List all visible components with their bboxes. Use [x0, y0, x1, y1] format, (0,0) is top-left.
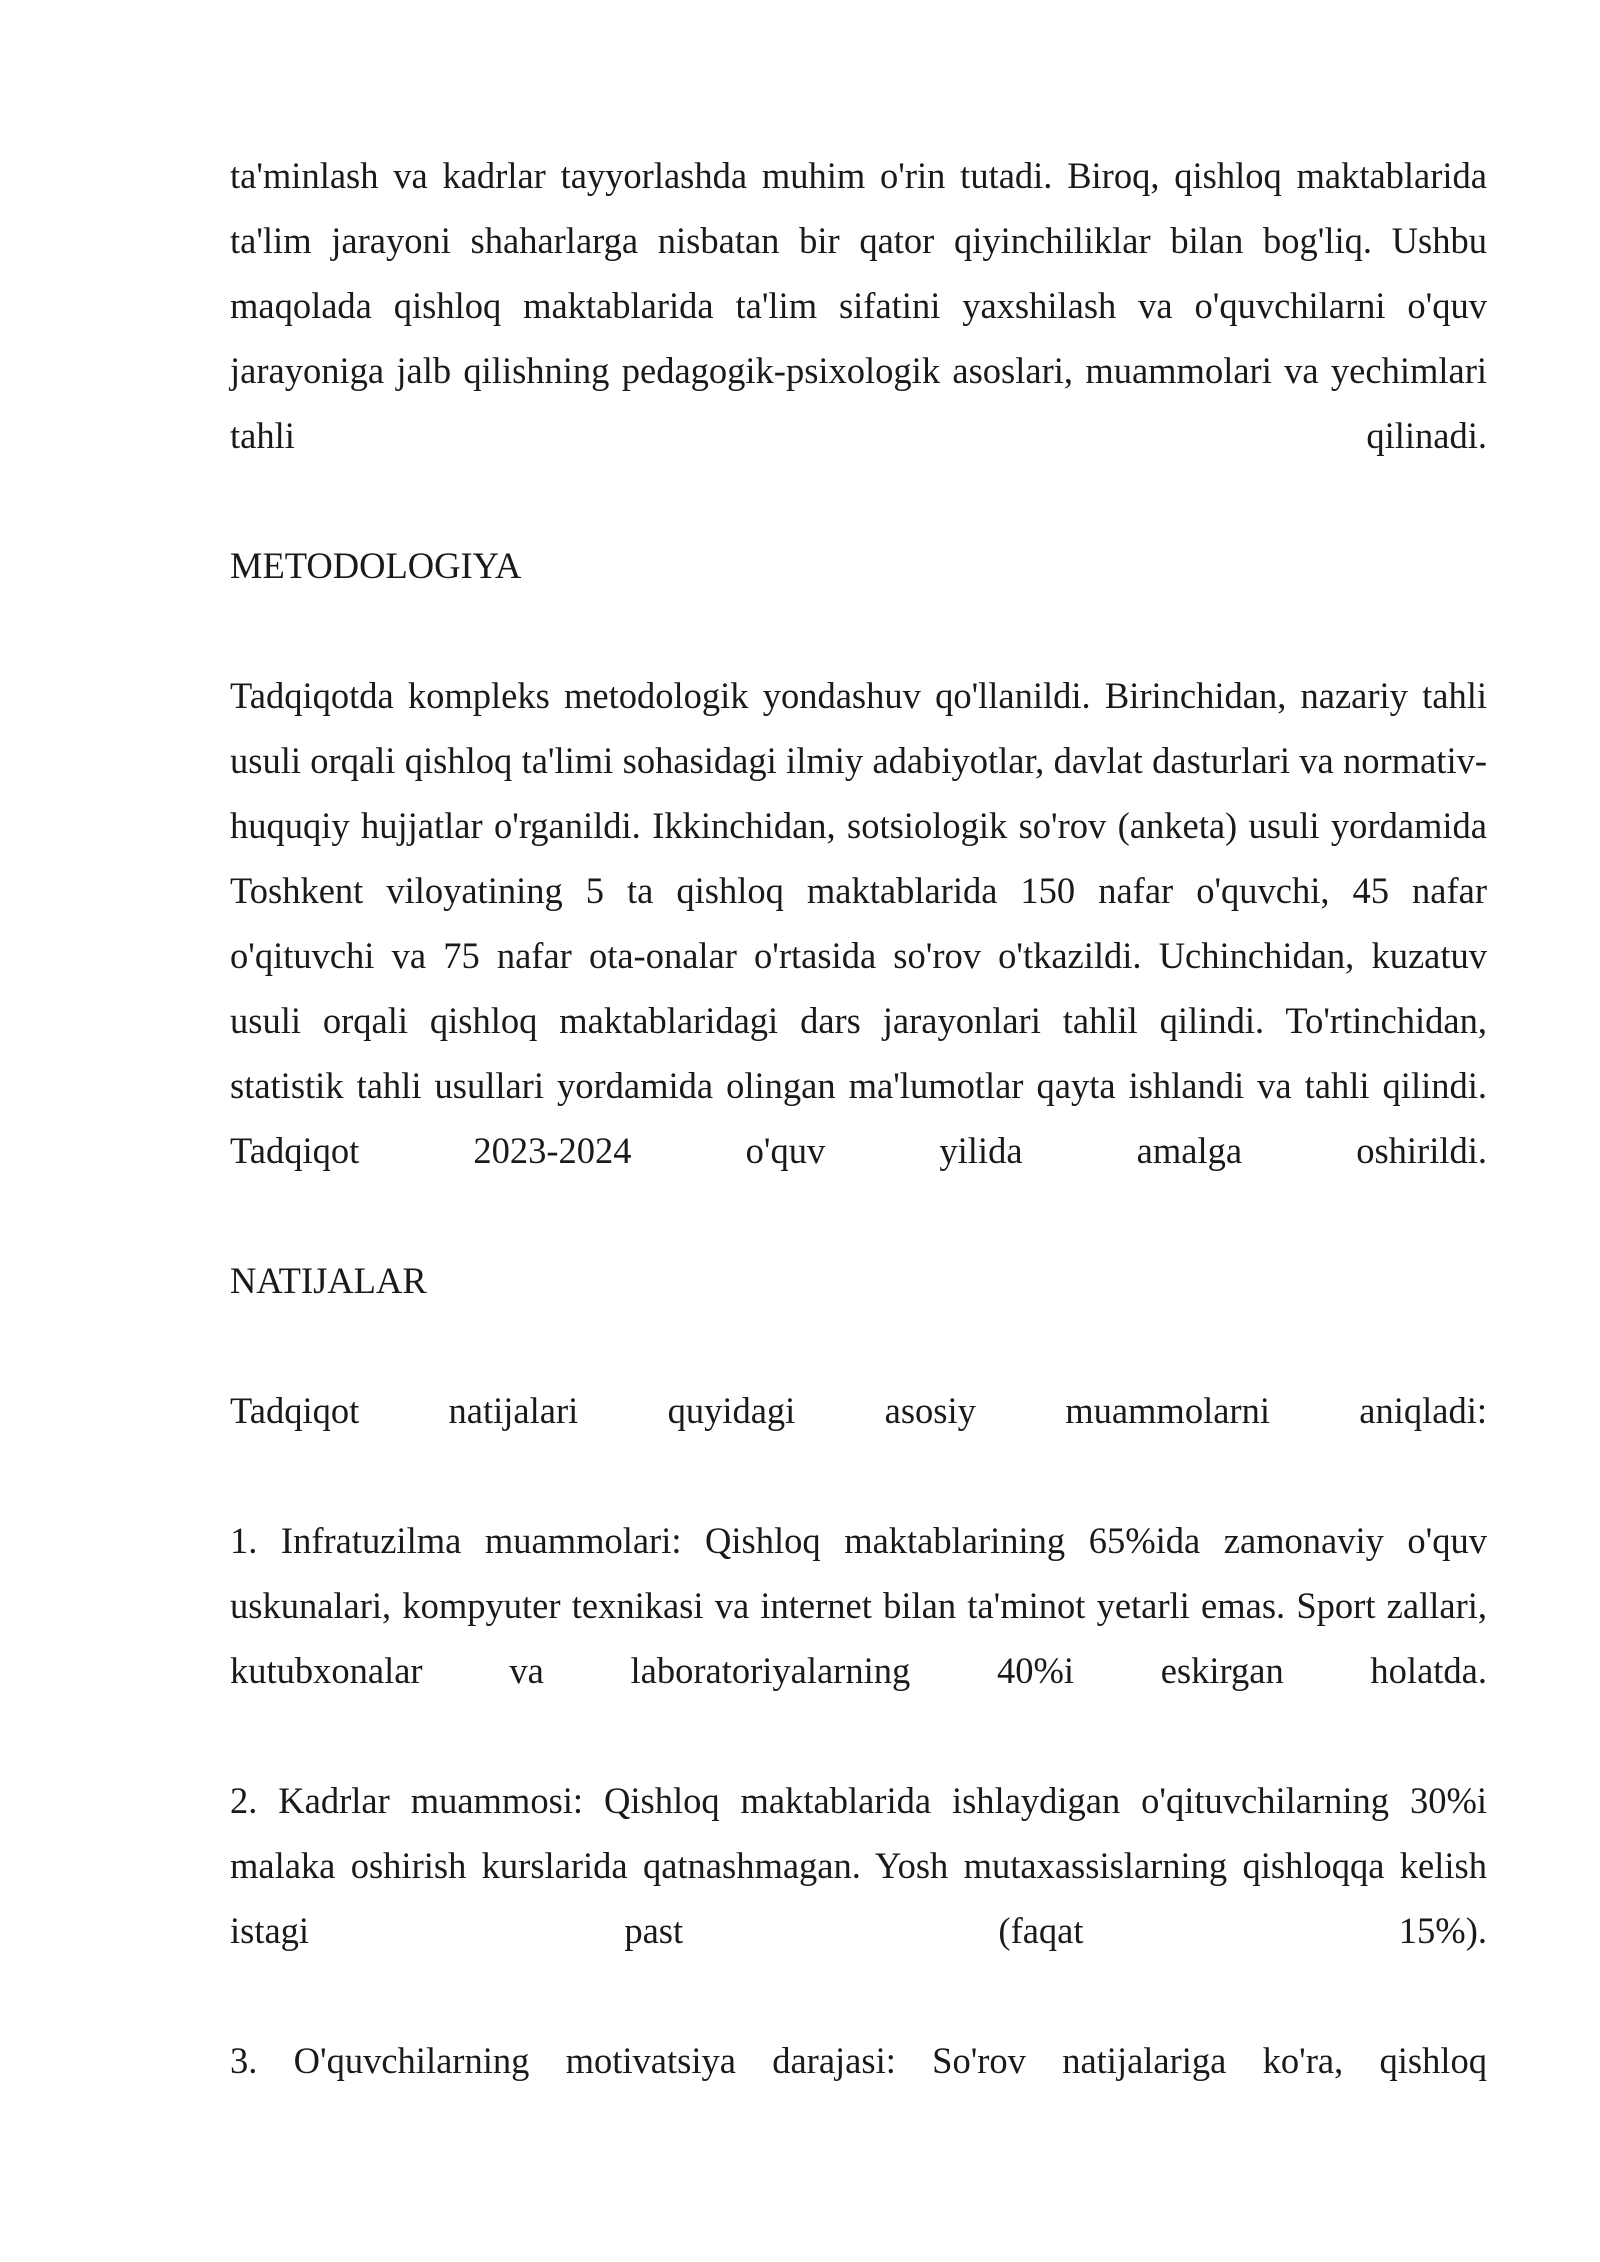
methodology-paragraph: Tadqiqotda kompleks metodologik yondashuv qo'llanildi. Birinchidan, nazariy tahli usuli orqali qishloq ta'limi sohasidagi ilmiy adabiyotlar, davlat dasturlari va normativ-huquqiy hujjatlar o'rganildi. Ikkinchidan, sotsiologik so'rov (anketa) usuli yordamida Toshkent viloyatining 5 ta qishloq maktablarida 150 nafar o'quvchi, 45 nafar o'qituvchi va 75 nafar ota-onalar o'rtasida so'rov o'tkazildi. Uchinchidan, kuzatuv usuli orqali qishloq maktablaridagi dars jarayonlari tahlil qilindi. To'rtinchidan, statistik tahli usullari yordamida olingan ma'lumotlar qayta ishlandi va tahli qilindi. Tadqiqot 2023-2024 o'quv yilida amalga oshirildi.	[230, 675, 1487, 1171]
results-item-1: 1. Infratuzilma muammolari: Qishloq maktablarining 65%ida zamonaviy o'quv uskunalari, kompyuter texnikasi va internet bilan ta'minot yetarli emas. Sport zallari, kutubxonalar va laboratoriyalarning 40%i eskirgan holatda.	[230, 1520, 1487, 1691]
results-intro: Tadqiqot natijalari quyidagi asosiy muammolarni aniqladi:	[230, 1390, 1487, 1431]
results-item-3: 3. O'quvchilarning motivatsiya darajasi: So'rov natijalariga ko'ra, qishloq	[230, 2040, 1487, 2081]
methodology-heading: METODOLOGIYA	[230, 545, 522, 586]
results-heading: NATIJALAR	[230, 1260, 427, 1301]
intro-paragraph: ta'minlash va kadrlar tayyorlashda muhim o'rin tutadi. Biroq, qishloq maktablarida ta'lim jarayoni shaharlarga nisbatan bir qator qiyinchiliklar bilan bog'liq. Ushbu maqolada qishloq maktablarida ta'lim sifatini yaxshilash va o'quvchilarni o'quv jarayoniga jalb qilishning pedagogik-psixologik asoslari, muammolari va yechimlari tahli qilinadi.	[230, 155, 1487, 456]
results-item-2: 2. Kadrlar muammosi: Qishloq maktablarida ishlaydigan o'qituvchilarning 30%i malaka oshirish kurslarida qatnashmagan. Yosh mutaxassislarning qishloqqa kelish istagi past (faqat 15%).	[230, 1780, 1487, 1951]
